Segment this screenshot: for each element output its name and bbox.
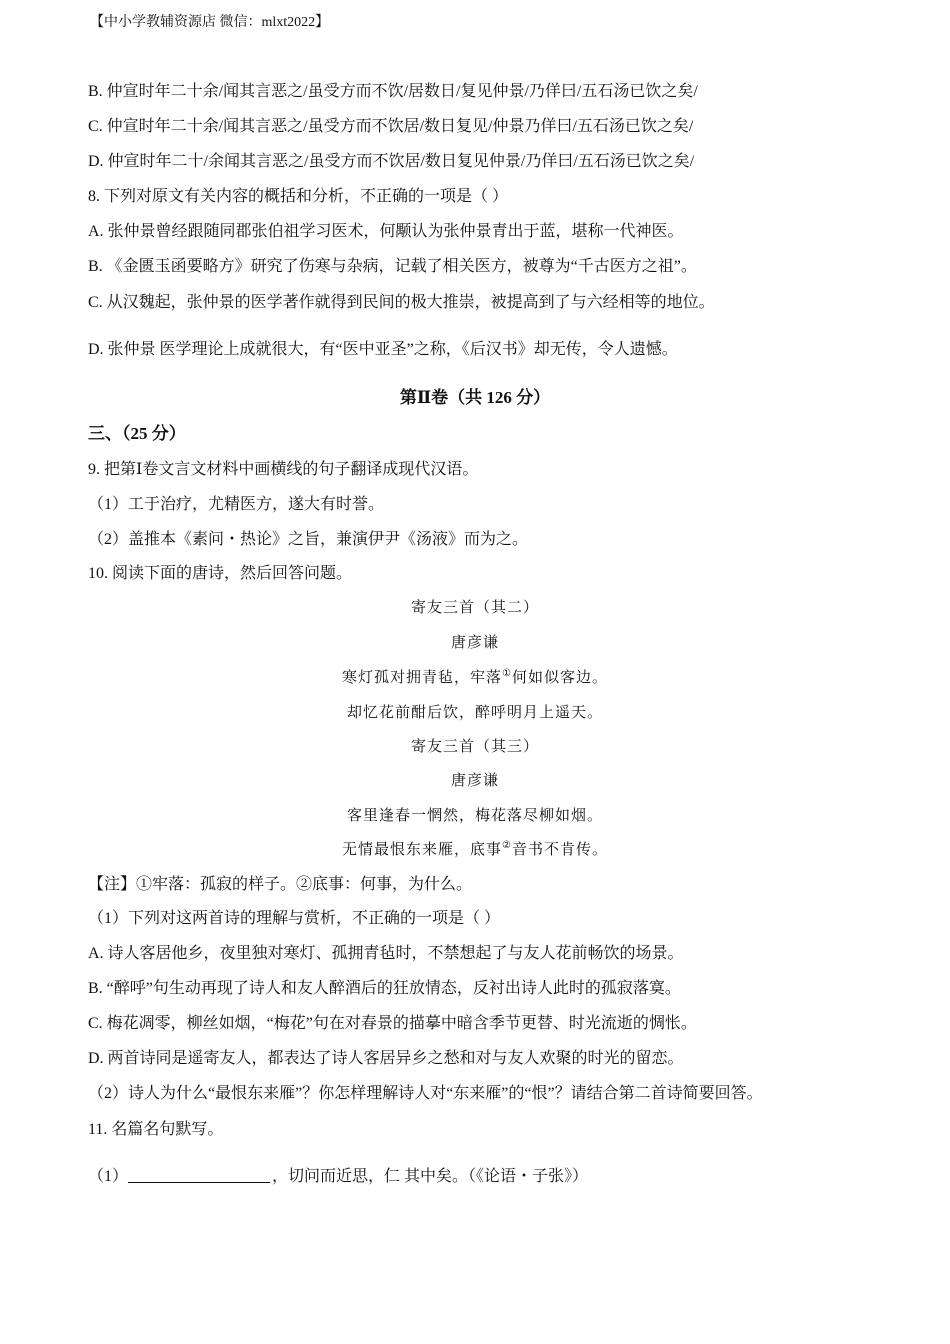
q8-stem: 8. 下列对原文有关内容的概括和分析，不正确的一项是（ ） bbox=[88, 188, 509, 205]
part-3-title: 三、（25 分） bbox=[88, 424, 186, 443]
q10-option-b: B. “醉呼”句生动再现了诗人和友人醉酒后的狂放情态，反衬出诗人此时的孤寂落寞。 bbox=[88, 980, 681, 997]
q7-option-d: D. 仲宣时年二十/余闻其言恶之/虽受方而不饮居/数日复见仲景/乃佯曰/五石汤已饮之矣/ bbox=[88, 153, 695, 170]
q10-option-c: C. 梅花凋零，柳丝如烟，“梅花”句在对春景的描摹中暗含季节更替、时光流逝的惆怅。 bbox=[88, 1015, 697, 1032]
poem2-title: 寄友三首（其三） bbox=[410, 739, 539, 755]
q8-option-b: B. 《金匮玉函要略方》研究了伤寒与杂病，记载了相关医方，被尊为“千古医方之祖”。 bbox=[88, 258, 697, 275]
q10-stem: 10. 阅读下面的唐诗，然后回答问题。 bbox=[88, 565, 353, 582]
poem2-line-2: 无情最恨东来雁，底事②音书不肯传。 bbox=[342, 840, 608, 858]
footnote-marker: ① bbox=[502, 668, 512, 679]
q9-sentence-2: （2）盖推本《素问・热论》之旨，兼演伊尹《汤液》而为之。 bbox=[88, 531, 529, 548]
q8-option-c: C. 从汉魏起，张仲景的医学著作就得到民间的极大推崇，被提高到了与六经相等的地位。 bbox=[88, 294, 715, 311]
q9-sentence-1: （1）工于治疗，尤精医方，遂大有时誉。 bbox=[88, 496, 385, 513]
q10-sub-2: （2）诗人为什么“最恨东来雁”？你怎样理解诗人对“东来雁”的“恨”？请结合第二首诗简要回答。 bbox=[88, 1085, 763, 1102]
section-2-title: 第Ⅱ卷（共 126 分） bbox=[399, 388, 551, 407]
poem1-line-1: 寒灯孤对拥青毡，牢落①何如似客边。 bbox=[342, 668, 608, 686]
poem1-author: 唐彦谦 bbox=[450, 635, 499, 651]
poem-notes: 【注】①牢落：孤寂的样子。②底事：何事，为什么。 bbox=[88, 876, 473, 893]
q8-option-a: A. 张仲景曾经跟随同郡张伯祖学习医术，何颙认为张仲景青出于蓝，堪称一代神医。 bbox=[88, 223, 684, 240]
poem1-line-2: 却忆花前酣后饮，醉呼明月上遥天。 bbox=[346, 705, 603, 721]
q10-sub-1: （1）下列对这两首诗的理解与赏析，不正确的一项是（ ） bbox=[88, 910, 501, 927]
footnote-marker: ② bbox=[502, 840, 512, 851]
q8-option-d: D. 张仲景 医学理论上成就很大，有“医中亚圣”之称，《后汉书》却无传，令人遗憾。 bbox=[88, 341, 678, 358]
page-header: 【中小学教辅资源店 微信：mlxt2022】 bbox=[90, 15, 330, 30]
q10-option-a: A. 诗人客居他乡，夜里独对寒灯、孤拥青毡时，不禁想起了与友人花前畅饮的场景。 bbox=[88, 945, 684, 962]
poem1-title: 寄友三首（其二） bbox=[410, 600, 539, 616]
q7-option-c: C. 仲宣时年二十余/闻其言恶之/虽受方而不饮居/数日复见/仲景乃佯曰/五石汤已饮之矣/ bbox=[88, 118, 694, 135]
q11-sentence-1: （1） ，切问而近思，仁 其中矣。（《论语・子张》） bbox=[88, 1168, 589, 1185]
q11-stem: 11. 名篇名句默写。 bbox=[88, 1121, 224, 1138]
q9-stem: 9. 把第Ⅰ卷文言文材料中画横线的句子翻译成现代汉语。 bbox=[88, 461, 479, 478]
q7-option-b: B. 仲宣时年二十余/闻其言恶之/虽受方而不饮/居数日/复见仲景/乃佯曰/五石汤已饮之矣/ bbox=[88, 83, 698, 100]
poem2-line-1: 客里逢春一惘然，梅花落尽柳如烟。 bbox=[346, 808, 603, 824]
answer-blank[interactable] bbox=[128, 1167, 270, 1183]
poem2-author: 唐彦谦 bbox=[450, 773, 499, 789]
q10-option-d: D. 两首诗同是遥寄友人，都表达了诗人客居异乡之愁和对与友人欢聚的时光的留恋。 bbox=[88, 1050, 684, 1067]
